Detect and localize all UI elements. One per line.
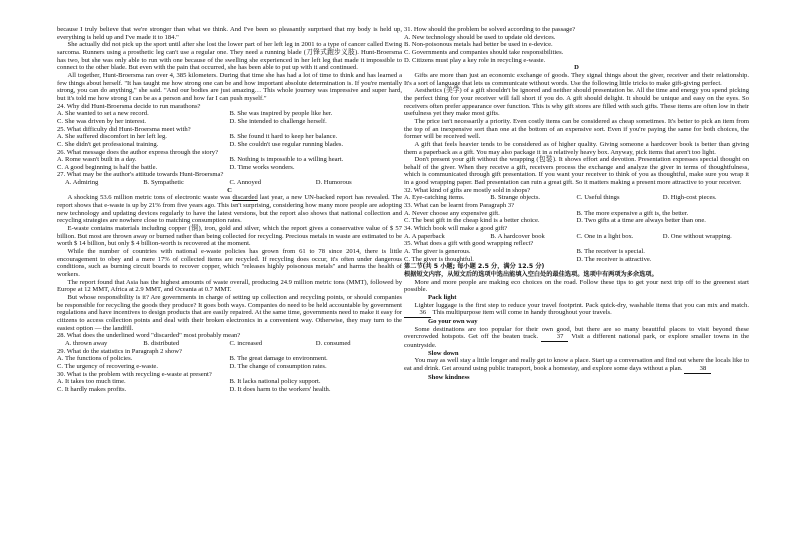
question-27: 27. What may be the author's attitude towards Hunt-Broersma? [57, 171, 224, 179]
option[interactable]: D. Time works wonders. [229, 163, 295, 171]
section-2-instructions: 根据短文内容，从短文后的选项中选出能填入空白处的最佳选项。选项中有两项为多余选项。 [404, 271, 658, 278]
passage-c-paragraph: The report found that Asia has the highest amounts of waste overall, producing 24.9 million metric tons (MMT), followed by Europe at 12 MMT, Africa at 2.9 MMT, and Oceania at 0.7 MMT. [57, 278, 402, 294]
option[interactable]: C. One in a light box. [576, 232, 634, 240]
section-2-title: 第二节(共 5 小题; 每小题 2.5 分，满分 12.5 分) [404, 263, 545, 271]
option[interactable]: C. It hardly makes profits. [57, 385, 127, 393]
option[interactable]: D. The receiver is attractive. [576, 255, 652, 263]
question-30-options [57, 378, 402, 393]
left-column [57, 26, 402, 394]
option[interactable]: A. thrown away [65, 339, 108, 347]
option[interactable]: C. The giver is thoughtful. [404, 255, 474, 263]
option[interactable]: C. The best gift in the cheap kind is a better choice. [404, 217, 540, 225]
passage-7-paragraph [404, 302, 749, 318]
passage-7-paragraph [404, 326, 749, 350]
blank-36[interactable]: 36 [404, 309, 431, 318]
option[interactable]: A. It takes too much time. [57, 378, 126, 386]
question-34-options [404, 233, 749, 241]
question-33: 33. What can be learnt from Paragraph 3? [404, 202, 515, 210]
text-run: Lighter luggage is the first step to reduce your travel footprint. Pack quick-dry, washable items that you can mix and match. [414, 301, 749, 309]
question-25: 25. What difficulty did Hunt-Broersma meet with? [57, 125, 191, 133]
passage-c-paragraph: E-waste contains materials including copper (铜), iron, gold and silver, which the report gives a conservative value of $ 57 billion. But most are thrown away or burned rather than being collected for recycling. Precious metals in waste are estimated to be worth $ 14 billion, but only $ 4 billion-worth is recovered at the moment. [57, 225, 402, 248]
option[interactable]: B. The receiver is special. [576, 248, 645, 256]
question-25-options [57, 133, 402, 148]
question-34: 34. Which book will make a good gift? [404, 225, 508, 233]
option[interactable]: A. The giver is generous. [404, 248, 471, 256]
option[interactable]: B. A hardcover book [490, 232, 545, 240]
subheading-slow-down: Slow down [428, 349, 459, 357]
blank-38[interactable]: 38 [684, 365, 711, 374]
question-30: 30. What is the problem with recycling e-waste at present? [57, 370, 212, 378]
question-26: 26. What message does the author express through the story? [57, 148, 219, 156]
option[interactable]: A. She suffered discomfort in her left leg. [57, 133, 167, 141]
option[interactable]: D. She couldn't use regular running blades. [229, 140, 344, 148]
option[interactable]: D. Citizens must play a key role in recycling e-waste. [404, 56, 546, 64]
passage-b-paragraph: because I truly believe that we're stronger than what we think. And I've been so pleasantly surprised that my body is held up, everything is held up and I've made it to 184." [57, 26, 402, 41]
question-28: 28. What does the underlined word "discarded" most probably mean? [57, 332, 241, 340]
passage-d-paragraph: Aesthetics (美学) of a gift shouldn't be ignored and neither should presentation be. All the time and energy you spend picking the perfect thing for your receiver will fall short if you do. A gift should delight. It should be unique and easy on the eyes. So receivers often prefer appearance over function. This is why gift stores are filled with such gifts. These items are often low in their usefulness yet they make most gifts. [404, 87, 749, 118]
question-26-options [57, 156, 402, 171]
option[interactable]: B. She found it hard to keep her balance. [229, 133, 338, 141]
option[interactable]: D. She intended to challenge herself. [229, 117, 327, 125]
text-run: last year, a new UN-backed report has revealed. The report shows that e-waste is up by 21% from five years ago. This isn't surprising, considering how many more people are adopting new technology and updating devices regularly to have the latest versions, but the report also shows that national collection and recycling strategies are nowhere close to matching consumption rates. [57, 194, 402, 225]
passage-c-paragraph [57, 194, 402, 225]
right-column [404, 26, 749, 381]
question-35-options [404, 248, 749, 263]
passage-c-paragraph: But whose responsibility is it? Are governments in charge of setting up collection and recycling points, or should companies be responsible for recycling the goods they produce? It goes both ways. Companies do need to be held accountable by government regulations and have incentives to design products that are easily repaired. At the same time, governments need to make it easy for citizens to access collection points and deal with their broken electronics in a convenient way. Otherwise, they may turn to the easiest option — the landfill. [57, 293, 402, 332]
subheading-go-your-own-way: Go your own way [428, 317, 478, 325]
option[interactable]: B. It lacks national policy support. [229, 378, 321, 386]
question-31: 31. How should the problem be solved according to the passage? [404, 26, 576, 33]
option[interactable]: C. increased [229, 339, 263, 347]
passage-d-paragraph: The price isn't necessarily a priority. Even costly items can be considered as cheap sometimes. It's better to pick an item from the top of an inexpensive sort than one at the bottom of an expensive sort. Even if you're paying the same for both choices, the former will be received well. [404, 117, 749, 141]
passage-7-intro: More and more people are making eco choices on the road. Follow these tips to get your next trip off to the greenest start possible. [404, 278, 749, 294]
text-run: A shocking 53.6 million metric tons of electronic waste was [67, 194, 233, 202]
option[interactable]: C. Annoyed [229, 179, 262, 187]
passage-7-paragraph [404, 357, 749, 373]
option[interactable]: B. Non-poisonous metals had better be used in e-device. [404, 41, 553, 49]
passage-d-paragraph: Don't present your gift without the wrapping (包装). It shows effort and devotion. Presentation expresses special thought on behalf of the giver. When they receive a gift, receivers process the exchange and analyze the giver in terms of thoughtfulness, which is communicated through gift presentation. If you want your receiver to think of you as thoughtful, make sure you wrap it in a good wrapping paper. Bad presentation can ruin a great gift. So it matters making a present more attractive to your receiver. [404, 156, 749, 187]
option[interactable]: C. A good beginning is half the battle. [57, 163, 158, 171]
option[interactable]: B. distributed [143, 339, 180, 347]
text-run: Visit a different national park, or explore smaller towns in the countryside. [404, 333, 750, 349]
option[interactable]: D. consumed [315, 339, 351, 347]
option[interactable]: B. The more expensive a gift is, the better. [576, 209, 689, 217]
option[interactable]: B. Nothing is impossible to a willing heart. [229, 156, 344, 164]
option[interactable]: C. The urgency of recovering e-waste. [57, 362, 159, 370]
question-35: 35. What does a gift with good wrapping reflect? [404, 240, 534, 248]
subheading-show-kindness: Show kindness [428, 373, 470, 381]
subheading-pack-light: Pack light [428, 293, 457, 301]
question-32-options [404, 194, 749, 202]
text-run: Some destinations are too popular for their own good, but there are so many beautiful places to visit beyond these overcrowded hotspots. Get off the beaten track. [404, 325, 749, 341]
underlined-word: discarded [232, 194, 258, 202]
passage-d-paragraph: A gift that feels heavier tends to be considered as of higher quality. Giving someone a hardcover book is better than giving them a paperback as a gift. You may also package it in a relatively heavy box. Anyway, pick items that aren't too light. [404, 140, 749, 156]
option[interactable]: A. Eye-catching items. [404, 194, 465, 202]
option[interactable]: A. A paperback [404, 232, 445, 240]
option[interactable]: A. Rome wasn't built in a day. [57, 156, 137, 164]
text-run: This multipurpose item will come in handy throughout your travels. [431, 309, 612, 317]
option[interactable]: B. Strange objects. [490, 194, 541, 202]
question-28-options [57, 340, 402, 348]
option[interactable]: B. The great damage to environment. [229, 355, 328, 363]
option[interactable]: D. High-cost pieces. [662, 194, 717, 202]
question-32: 32. What kind of gifts are mostly sold in shops? [404, 186, 531, 194]
option[interactable]: C. Governments and companies should take responsibilities. [404, 48, 564, 56]
passage-b-paragraph: She actually did not pick up the sport until after she lost the lower part of her left leg in 2001 to a type of cancer called Ewing sarcoma. Runners using a prosthetic leg can't use a regular one. They need a running blade (刀锋式跑步义肢). Hunt-Broersma has two, but she was only able to run with one because of the swelling she experienced in her left leg that made it impossible to connect to the other blade. But even with the pain that occurred, she has been able to put up with it and continued. [57, 41, 402, 72]
blank-37[interactable]: 37 [541, 333, 568, 342]
question-29-options [57, 355, 402, 370]
passage-c-paragraph: While the number of countries with national e-waste policies has grown from 61 to 78 since 2014, there is little encouragement to obey and a mere 17% of collected items are recycled. If recycling does occur, it's often under dangerous conditions, such as burning circuit boards to recover copper, which "releases highly poisonous metals" and harms the health of workers. [57, 248, 402, 278]
option[interactable]: D. Two gifts at a time are always better than one. [576, 217, 706, 225]
option[interactable]: D. One without wrapping. [662, 232, 732, 240]
passage-b-paragraph: All together, Hunt-Broersma ran over 4, 385 kilometers. During that time she has had a lot of time to think and has learned a few things about herself. "It has taught me how strong one can be and how important absolute determination is. If you're mentally strong, you can do anything," she said. "And our bodies are just amazing… This whole journey was impressive and super hard, but it's told me how strong I can be as a person and how far I can push myself." [57, 71, 402, 102]
option[interactable]: A. Never choose any expensive gift. [404, 209, 500, 217]
option[interactable]: A. New technology should be used to update old devices. [404, 33, 556, 41]
question-29: 29. What do the statistics in Paragraph 2 show? [57, 347, 182, 355]
option[interactable]: A. Admiring [65, 179, 99, 187]
section-c-heading: C [227, 186, 232, 194]
option[interactable]: C. Useful things [576, 194, 620, 202]
question-33-options [404, 210, 749, 225]
option[interactable]: A. The functions of policies. [57, 355, 133, 363]
option[interactable]: B. Sympathetic [143, 179, 184, 187]
passage-d-paragraph: Gifts are more than just an economic exchange of goods. They signal things about the giver, receiver and their relationship. It's a sort of language that lets us communicate without words. Use the following little tricks to make gift-giving perfect. [404, 71, 749, 87]
question-24-options [57, 110, 402, 125]
option[interactable]: B. She was inspired by people like her. [229, 110, 333, 118]
option[interactable]: D. It does harm to the workers' health. [229, 385, 331, 393]
question-27-options [57, 179, 402, 187]
question-31-options [404, 34, 749, 65]
text-run: You may as well stay a little longer and really get to know a place. Start up a conversation and find out where the locals like to eat and drink. Get around using public transport, book a homestay, and explore some days without a plan. [404, 357, 749, 372]
question-24: 24. Why did Hunt-Broersma decide to run marathons? [57, 102, 201, 110]
option[interactable]: D. The change of consumption rates. [229, 362, 327, 370]
option[interactable]: C. She didn't get professional training. [57, 140, 159, 148]
option[interactable]: A. She wanted to set a new record. [57, 110, 149, 118]
option[interactable]: C. She was driven by her interest. [57, 117, 146, 125]
option[interactable]: D. Humorous [315, 179, 352, 187]
section-d-heading: D [574, 64, 579, 72]
